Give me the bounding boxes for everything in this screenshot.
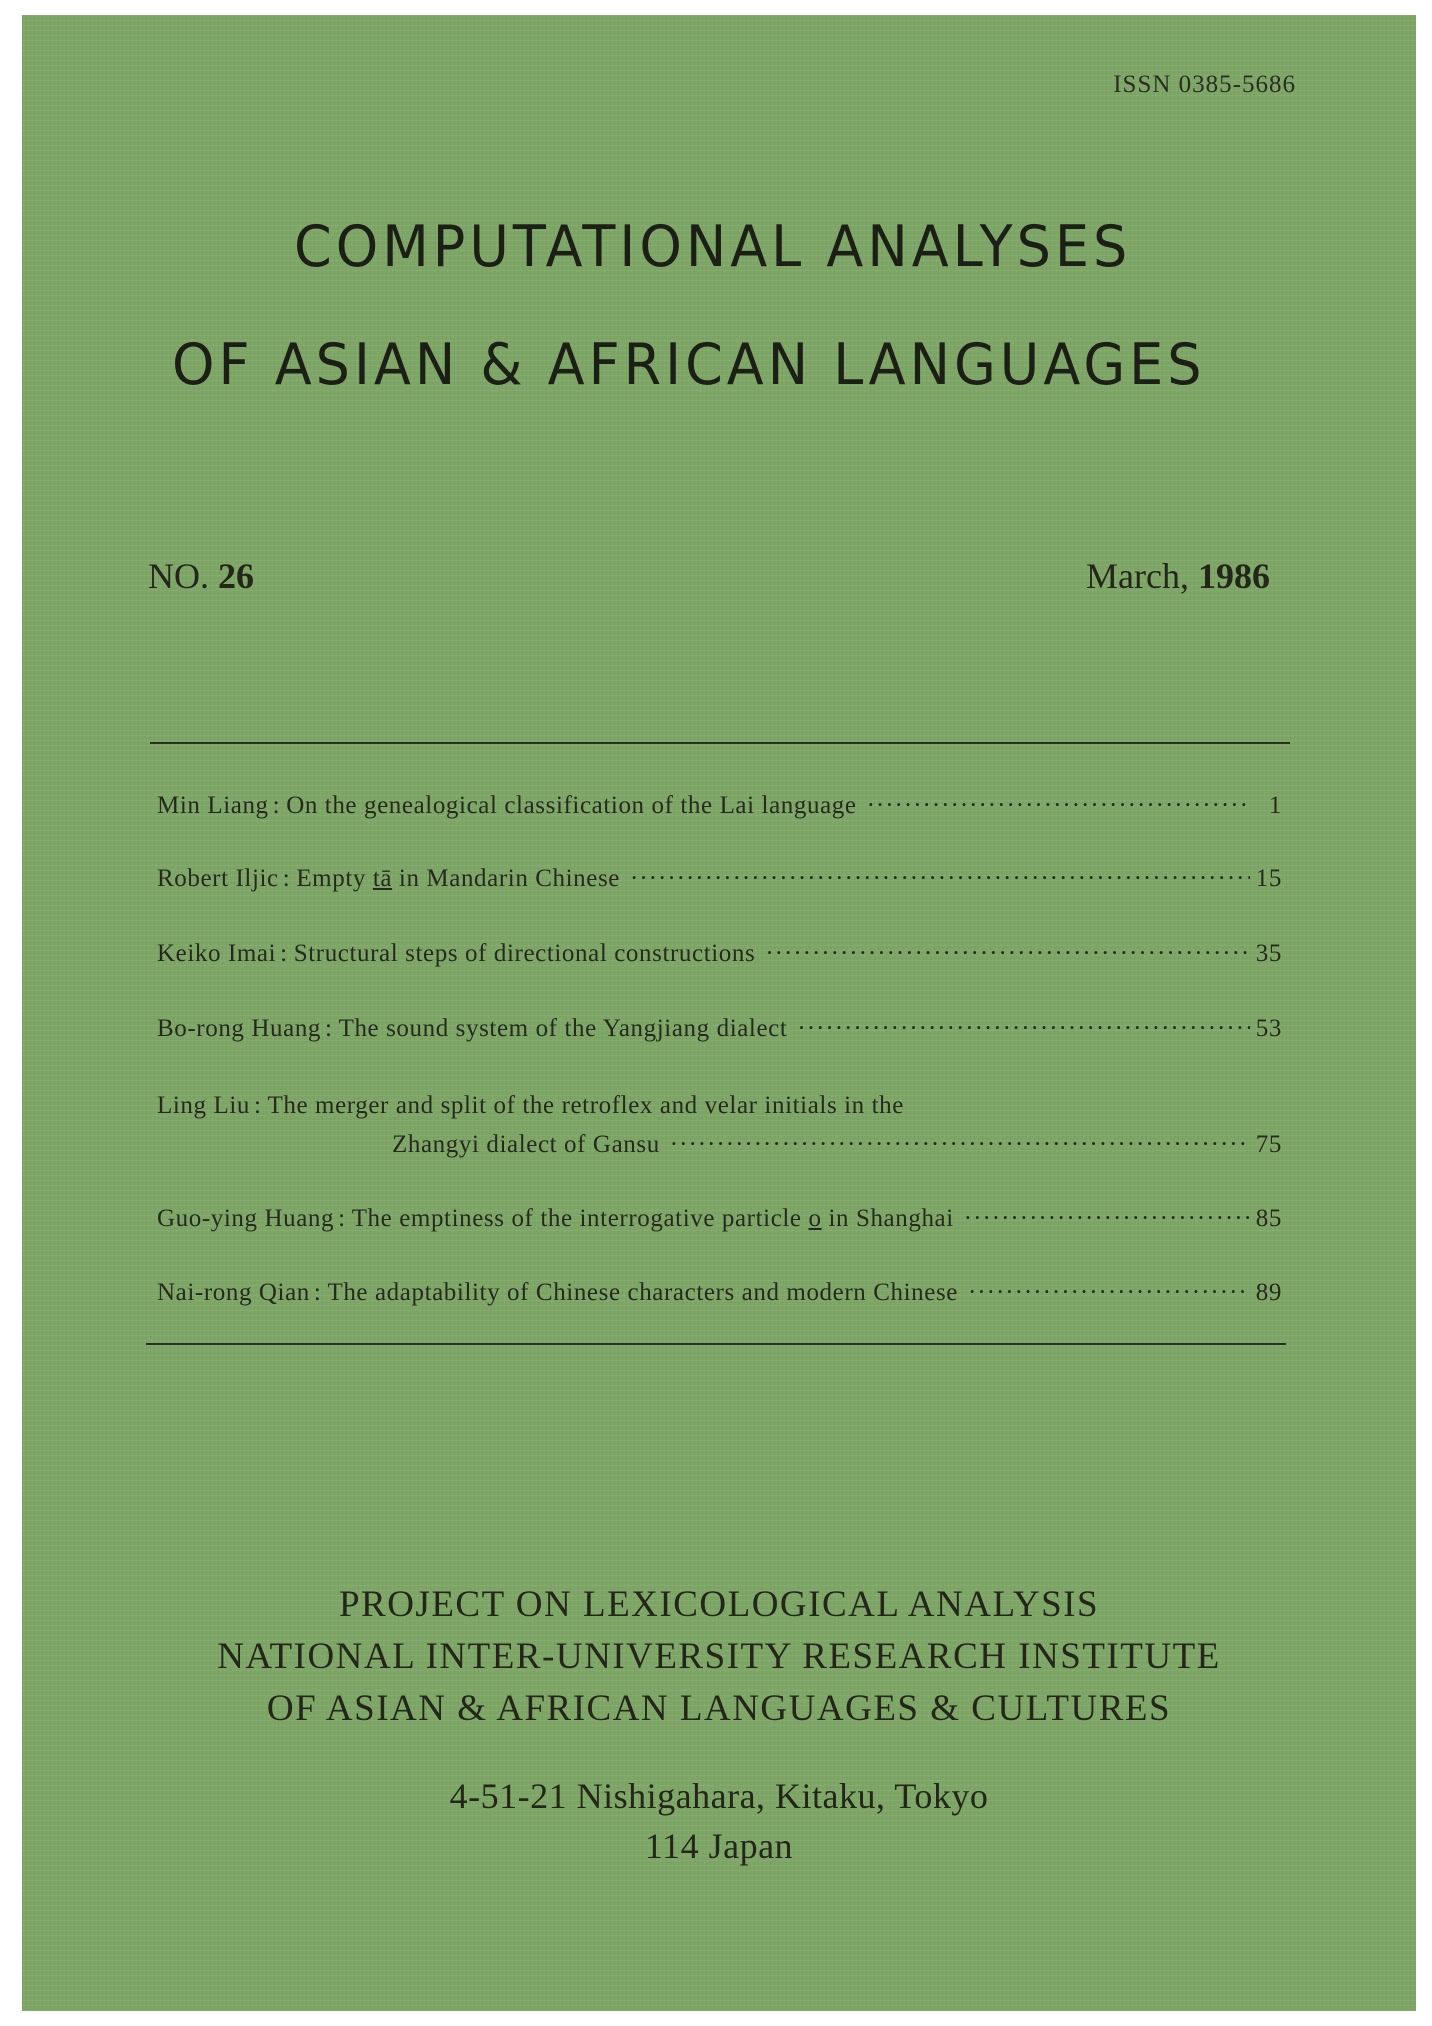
toc-title-pre: Empty xyxy=(296,865,373,892)
toc-author: Nai-rong Qian xyxy=(157,1279,310,1306)
toc-separator: : xyxy=(338,1205,346,1232)
toc-title xyxy=(352,1205,954,1233)
toc-title-underlined: tā xyxy=(372,865,393,892)
contents-top-rule xyxy=(150,742,1290,744)
toc-entry xyxy=(157,940,1282,968)
issue-month: March, xyxy=(1086,556,1189,596)
toc-entry xyxy=(157,865,1282,893)
journal-cover xyxy=(22,15,1416,2011)
toc-page: 15 xyxy=(1255,865,1282,892)
toc-page: 75 xyxy=(1255,1131,1282,1158)
toc-title-underlined: o xyxy=(808,1205,822,1232)
toc-title-continuation: Zhangyi dialect of Gansu xyxy=(392,1131,660,1158)
toc-title-post: in Mandarin Chinese xyxy=(392,865,621,892)
toc-title-post: in Shanghai xyxy=(821,1205,954,1232)
toc-title xyxy=(296,865,620,893)
toc-title: The sound system of the Yangjiang dialect xyxy=(338,1015,788,1042)
toc-leader-dots xyxy=(630,865,1250,893)
toc-page: 53 xyxy=(1255,1015,1282,1042)
toc-title: On the genealogical classification of the Lai language xyxy=(286,792,857,819)
publisher-address-line-1: 4-51-21 Nishigahara, Kitaku, Tokyo xyxy=(449,1776,989,1816)
toc-author: Guo-ying Huang xyxy=(157,1205,335,1232)
issue-number-value: 26 xyxy=(218,556,254,596)
issue-number xyxy=(148,555,254,597)
toc-page: 35 xyxy=(1255,940,1282,967)
toc-separator: : xyxy=(313,1279,322,1306)
toc-leader-dots xyxy=(968,1279,1250,1307)
issue-date xyxy=(1086,555,1270,597)
toc-title: Structural steps of directional constructions xyxy=(293,940,756,967)
toc-page: 89 xyxy=(1255,1279,1282,1306)
toc-separator: : xyxy=(325,1015,333,1042)
issue-year: 1986 xyxy=(1198,556,1270,596)
publisher-address-line-2: 114 Japan xyxy=(644,1826,794,1866)
toc-separator: : xyxy=(282,865,291,892)
toc-title: The adaptability of Chinese characters and modern Chinese xyxy=(327,1279,958,1306)
toc-leader-dots xyxy=(765,940,1250,968)
toc-separator: : xyxy=(253,1092,262,1119)
journal-title-line-1: COMPUTATIONAL ANALYSES xyxy=(294,213,1132,280)
publisher-line-3: OF ASIAN & AFRICAN LANGUAGES & CULTURES xyxy=(266,1688,1172,1729)
toc-entry xyxy=(157,1205,1282,1233)
toc-page: 1 xyxy=(1268,792,1282,819)
toc-leader-dots xyxy=(964,1205,1250,1233)
toc-leader-dots xyxy=(867,792,1250,820)
contents-bottom-rule xyxy=(146,1343,1286,1345)
toc-entry xyxy=(157,792,1282,820)
toc-leader-dots xyxy=(670,1131,1250,1159)
toc-author: Keiko Imai xyxy=(157,940,277,967)
toc-entry-continuation xyxy=(392,1131,1282,1159)
toc-entry xyxy=(157,1015,1282,1043)
issue-number-label: NO. xyxy=(148,556,209,596)
toc-entry xyxy=(157,1092,1282,1120)
toc-separator: : xyxy=(272,792,281,819)
toc-author: Min Liang xyxy=(157,792,269,819)
toc-entry xyxy=(157,1279,1282,1307)
issn-number: ISSN 0385-5686 xyxy=(1113,71,1296,98)
toc-title-pre: The emptiness of the interrogative particle xyxy=(351,1205,809,1232)
toc-page: 85 xyxy=(1255,1205,1282,1232)
journal-title-line-2: OF ASIAN & AFRICAN LANGUAGES xyxy=(172,331,1206,398)
toc-leader-dots xyxy=(797,1015,1250,1043)
toc-title: The merger and split of the retroflex and velar initials in the xyxy=(267,1092,904,1119)
toc-separator: : xyxy=(280,940,288,967)
toc-author: Robert Iljic xyxy=(157,865,279,892)
publisher-line-2: NATIONAL INTER-UNIVERSITY RESEARCH INSTITUTE xyxy=(217,1636,1221,1677)
publisher-line-1: PROJECT ON LEXICOLOGICAL ANALYSIS xyxy=(338,1584,1100,1625)
toc-author: Bo-rong Huang xyxy=(157,1015,322,1042)
toc-author: Ling Liu xyxy=(157,1092,250,1119)
